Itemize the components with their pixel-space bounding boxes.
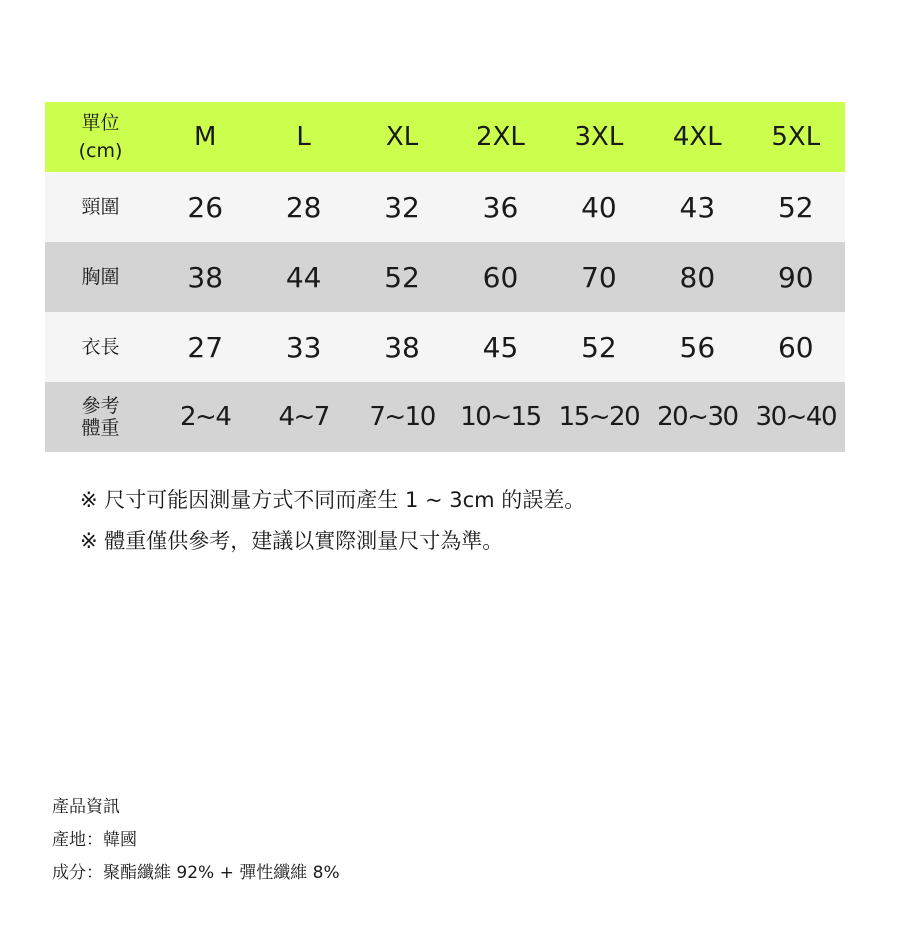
table-cell: 56 <box>679 330 716 364</box>
table-cell: 7~10 <box>369 402 435 432</box>
table-cell: 2~4 <box>180 402 231 432</box>
size-header-4xl: 4XL <box>672 122 722 152</box>
table-cell: 38 <box>187 260 224 294</box>
size-header-xl: XL <box>385 122 419 152</box>
note-weight-reference: ※ 體重僅供參考，建議以實際測量尺寸為準。 <box>80 529 504 553</box>
product-material: 成分：聚酯纖維 92% + 彈性纖維 8% <box>52 863 340 883</box>
row-label-length: 衣長 <box>81 336 120 358</box>
table-cell: 90 <box>777 260 814 294</box>
table-cell: 45 <box>482 330 519 364</box>
table-cell: 44 <box>285 260 322 294</box>
table-row-neck <box>45 172 845 242</box>
table-row-length <box>45 312 845 382</box>
table-cell: 52 <box>777 190 814 224</box>
size-header-m: M <box>193 122 217 152</box>
table-cell: 52 <box>384 260 420 294</box>
table-cell: 36 <box>482 190 519 224</box>
size-chart-table <box>45 102 845 452</box>
table-cell: 28 <box>285 190 322 224</box>
row-label-weight <box>45 382 156 452</box>
table-cell: 15~20 <box>558 402 640 432</box>
table-cell: 43 <box>679 190 716 224</box>
unit-header-cell <box>45 102 156 172</box>
table-cell: 80 <box>679 260 716 294</box>
table-cell: 70 <box>581 260 617 294</box>
table-cell: 4~7 <box>278 402 329 432</box>
table-cell: 52 <box>581 330 617 364</box>
table-cell: 27 <box>187 330 224 364</box>
table-cell: 30~40 <box>755 402 836 432</box>
size-header-3xl: 3XL <box>574 122 624 152</box>
product-info <box>52 793 340 892</box>
row-label-chest: 胸圍 <box>81 266 120 288</box>
table-cell: 33 <box>285 330 322 364</box>
product-info-title: 產品資訊 <box>52 797 120 817</box>
table-cell: 40 <box>581 190 617 224</box>
note-measurement-error: ※ 尺寸可能因測量方式不同而產生 1 ~ 3cm 的誤差。 <box>80 488 586 512</box>
table-cell: 60 <box>777 330 814 364</box>
row-label-weight-line1: 參考 <box>81 395 120 417</box>
size-header-row <box>45 102 845 172</box>
size-header-2xl: 2XL <box>476 122 525 152</box>
size-header-5xl: 5XL <box>771 122 821 152</box>
table-cell: 32 <box>384 190 420 224</box>
table-cell: 38 <box>384 330 420 364</box>
table-cell: 26 <box>187 190 224 224</box>
table-row-weight <box>45 382 845 452</box>
table-row-chest <box>45 242 845 312</box>
unit-label: 單位 <box>81 112 120 134</box>
table-cell: 60 <box>482 260 519 294</box>
row-label-weight-line2: 體重 <box>81 417 120 439</box>
size-header-l: L <box>296 122 311 152</box>
table-cell: 10~15 <box>460 402 541 432</box>
table-cell: 20~30 <box>657 402 738 432</box>
row-label-neck: 頸圍 <box>81 196 120 218</box>
unit-label-cm: (cm) <box>78 140 123 162</box>
product-origin: 產地：韓國 <box>52 830 137 850</box>
size-notes <box>80 482 585 564</box>
